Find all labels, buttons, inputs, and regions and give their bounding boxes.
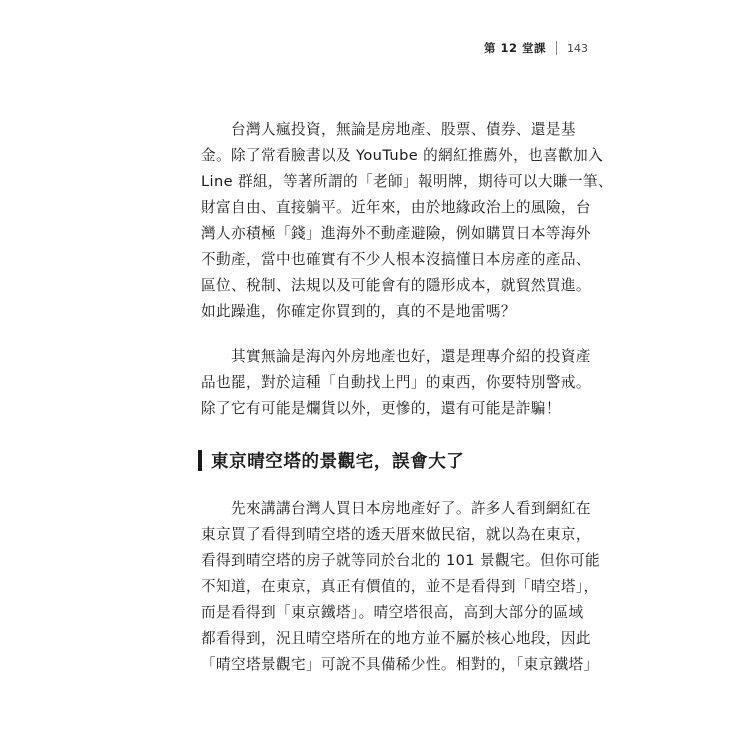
paragraph-2 (201, 344, 591, 422)
paragraph-1 (201, 117, 613, 325)
running-head (484, 40, 588, 56)
section-heading (198, 448, 464, 473)
chapter-label: 第 12 堂課 (483, 41, 546, 55)
text-line: 金。除了常看臉書以及 YouTube 的網紅推薦外，也喜歡加入 (201, 147, 604, 164)
page-number: 143 (567, 41, 588, 55)
text-line: 都看得到，況且晴空塔所在的地方並不屬於核心地段，因此 (201, 630, 591, 647)
heading-bar (198, 450, 202, 471)
text-line: 其實無論是海內外房地產也好，還是理專介紹的投資產 (201, 348, 591, 365)
text-line: 灣人亦積極「錢」進海外不動產避險，例如購買日本等海外 (201, 225, 591, 242)
text-line: 看得到晴空塔的房子就等同於台北的 101 景觀宅。但你可能 (201, 552, 600, 569)
text-line: 區位、稅制、法規以及可能會有的隱形成本，就貿然買進。 (201, 277, 591, 294)
header-divider (556, 41, 557, 55)
text-line: 品也罷，對於這種「自動找上門」的東西，你要特別警戒。 (201, 374, 591, 391)
text-line: 而是看得到「東京鐵塔」。晴空塔很高，高到大部分的區域 (201, 604, 584, 621)
paragraph-3 (201, 496, 600, 678)
text-line: 不知道，在東京，真正有價值的，並不是看得到「晴空塔」， (201, 578, 599, 595)
text-line: 「晴空塔景觀宅」可說不具備稀少性。相對的，「東京鐵塔」 (201, 656, 599, 673)
text-line: 台灣人瘋投資，無論是房地產、股票、債券、還是基 (201, 121, 576, 138)
text-line: 先來講講台灣人買日本房地產好了。許多人看到網紅在 (201, 500, 591, 517)
text-line: Line 群組，等著所謂的「老師」報明牌，期待可以大賺一筆、 (201, 173, 613, 190)
text-line: 除了它有可能是爛貨以外，更慘的，還有可能是詐騙！ (201, 400, 561, 417)
text-line: 如此躁進，你確定你買到的，真的不是地雷嗎？ (201, 303, 516, 320)
text-line: 東京買了看得到晴空塔的透天厝來做民宿，就以為在東京， (201, 526, 591, 543)
text-line: 財富自由、直接躺平。近年來，由於地緣政治上的風險，台 (201, 199, 591, 216)
text-line: 不動產，當中也確實有不少人根本沒搞懂日本房產的產品、 (201, 251, 591, 268)
section-heading-text: 東京晴空塔的景觀宅，誤會大了 (211, 452, 465, 472)
